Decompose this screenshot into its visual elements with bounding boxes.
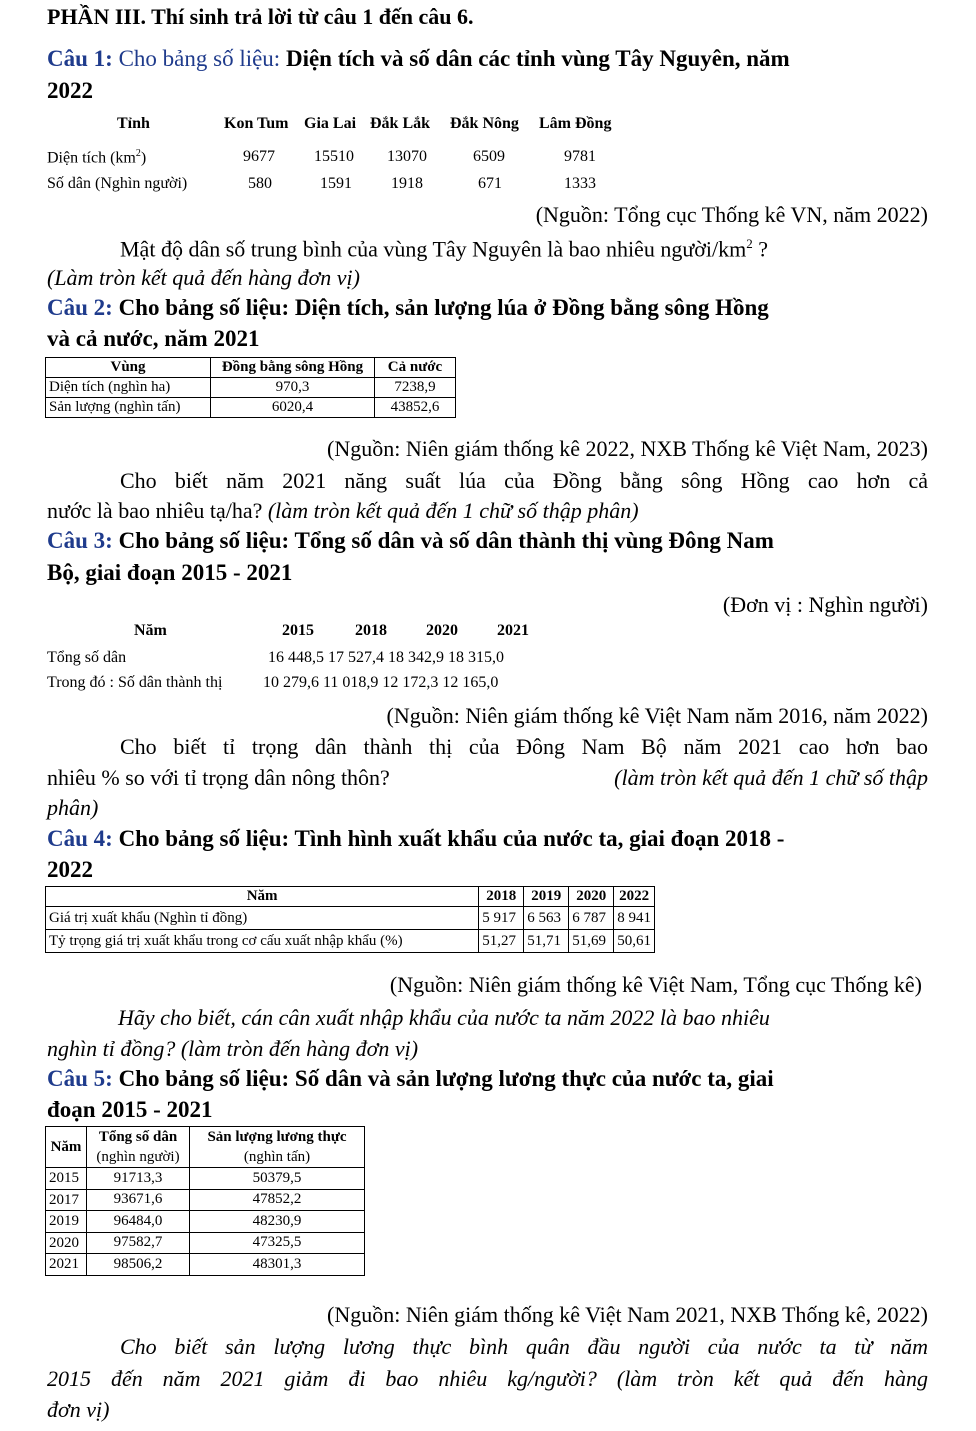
q4-title-line2: 2022 xyxy=(47,857,93,882)
q4-cell: 51,69 xyxy=(569,930,614,953)
q3-question-line2: nhiêu % so với tỉ trọng dân nông thôn? (làm tròn kết quả đến 1 chữ số thập xyxy=(47,765,928,790)
q1-source: (Nguồn: Tổng cục Thống kê VN, năm 2022) xyxy=(535,202,928,227)
q5-question-line1: Cho biết sản lượng lương thực bình quân đầu người của nước ta từ năm xyxy=(120,1334,928,1359)
q1-intro: Cho bảng số liệu: xyxy=(118,46,281,71)
q1-province: Kon Tum xyxy=(224,115,289,132)
q3-heading xyxy=(47,528,774,554)
q3-year: 2021 xyxy=(497,622,529,639)
q5-cell: 2019 xyxy=(46,1211,87,1233)
q5-cell: 93671,6 xyxy=(87,1189,190,1211)
q1-cell: 671 xyxy=(478,175,502,192)
q3-row1-label: Tổng số dân xyxy=(47,649,127,666)
q5-cell: 2021 xyxy=(46,1254,87,1276)
q2-cell: 6020,4 xyxy=(211,398,375,418)
q4-cell: 5 917 xyxy=(479,907,524,930)
q5-cell: 48301,3 xyxy=(190,1254,365,1276)
q5-cell: 91713,3 xyxy=(87,1168,190,1190)
q3-note-line3: phân) xyxy=(47,795,99,820)
q2-cell: 43852,6 xyxy=(375,398,456,418)
q1-province: Đắk Nông xyxy=(450,115,519,132)
q3-source: (Nguồn: Niên giám thống kê Việt Nam năm 2016, năm 2022) xyxy=(386,703,928,728)
q4-cell: 8 941 xyxy=(614,907,655,930)
q3-note: (làm tròn kết quả đến 1 chữ số thập xyxy=(614,765,928,790)
q1-row1-label: Diện tích $(km^2)$ xyxy=(47,148,147,167)
q4-table xyxy=(45,886,655,953)
q5-header-year: Năm xyxy=(46,1127,87,1168)
q2-header: Vùng xyxy=(46,358,211,378)
q5-cell: 98506,2 xyxy=(87,1254,190,1276)
q4-cell: 6 787 xyxy=(569,907,614,930)
q1-title-line2: 2022 xyxy=(47,78,93,103)
q1-cell: 9677 xyxy=(243,148,275,165)
q3-title: Cho bảng số liệu: Tổng số dân và số dân thành thị vùng Đông Nam xyxy=(118,528,774,553)
q4-label: Câu 4: xyxy=(47,826,113,851)
q1-question: Mật độ dân số trung bình của vùng Tây Nguyên là bao nhiêu người/$km^2$ ? xyxy=(120,236,768,262)
q3-row2-label: Trong đó : Số dân thành thị xyxy=(47,674,223,691)
q2-cell: Sản lượng (nghìn tấn) xyxy=(46,398,211,418)
q1-cell: 1591 xyxy=(320,175,352,192)
q3-year: 2015 xyxy=(282,622,314,639)
q4-cell: Giá trị xuất khẩu (Nghìn tỉ đồng) xyxy=(46,907,479,930)
q1-province: Đắk Lắk xyxy=(370,115,431,132)
q4-cell: 51,71 xyxy=(524,930,569,953)
q2-source: (Nguồn: Niên giám thống kê 2022, NXB Thống kê Việt Nam, 2023) xyxy=(327,436,928,461)
q2-title-line2: và cả nước, năm 2021 xyxy=(47,326,260,351)
q2-question-line2: nước là bao nhiêu tạ/ha? (làm tròn kết quả đến 1 chữ số thập phân) xyxy=(47,498,639,523)
q5-cell: 50379,5 xyxy=(190,1168,365,1190)
q4-cell: 6 563 xyxy=(524,907,569,930)
q5-cell: 47325,5 xyxy=(190,1232,365,1254)
q5-header-pop: Tổng số dân (nghìn người) xyxy=(87,1127,190,1168)
q2-header: Đồng bằng sông Hồng xyxy=(211,358,375,378)
q2-heading xyxy=(47,295,769,321)
q1-note: (Làm tròn kết quả đến hàng đơn vị) xyxy=(47,265,360,290)
q1-header-label: Tỉnh xyxy=(117,115,150,132)
part-title: PHẦN III. Thí sinh trả lời từ câu 1 đến câu 6. xyxy=(47,4,474,29)
q3-label: Câu 3: xyxy=(47,528,113,553)
q1-province: Lâm Đồng xyxy=(539,115,612,132)
q5-cell: 2020 xyxy=(46,1232,87,1254)
q5-cell: 2015 xyxy=(46,1168,87,1190)
q3-year: 2018 xyxy=(355,622,387,639)
q1-province: Gia Lai xyxy=(304,115,357,132)
q4-header: 2022 xyxy=(614,887,655,907)
q2-cell: 7238,9 xyxy=(375,378,456,398)
q2-title: Cho bảng số liệu: Diện tích, sản lượng lúa ở Đồng bằng sông Hồng xyxy=(118,295,769,320)
q1-cell: 9781 xyxy=(564,148,596,165)
q1-label: Câu 1: xyxy=(47,46,113,71)
q2-label: Câu 2: xyxy=(47,295,113,320)
q2-note: (làm tròn kết quả đến 1 chữ số thập phân) xyxy=(267,498,639,523)
q4-cell: Tỷ trọng giá trị xuất khẩu trong cơ cấu xuất nhập khẩu (%) xyxy=(46,930,479,953)
q4-header: 2020 xyxy=(569,887,614,907)
q3-title-line2: Bộ, giai đoạn 2015 - 2021 xyxy=(47,560,293,585)
q4-header: 2018 xyxy=(479,887,524,907)
q5-label: Câu 5: xyxy=(47,1066,113,1091)
q2-question-line1: Cho biết năm 2021 năng suất lúa của Đồng bằng sông Hồng cao hơn cả xyxy=(120,468,928,493)
q5-cell: 48230,9 xyxy=(190,1211,365,1233)
q3-header-label: Năm xyxy=(134,622,167,639)
q3-row2-values: 10 279,6 11 018,9 12 172,3 12 165,0 xyxy=(263,674,499,691)
q3-unit: (Đơn vị : Nghìn người) xyxy=(722,592,928,617)
q5-cell: 47852,2 xyxy=(190,1189,365,1211)
q3-question-line1: Cho biết tỉ trọng dân thành thị của Đông Nam Bộ năm 2021 cao hơn bao xyxy=(120,734,928,759)
q5-cell: 96484,0 xyxy=(87,1211,190,1233)
q4-cell: 50,61 xyxy=(614,930,655,953)
q1-cell: 6509 xyxy=(473,148,505,165)
q1-row2-label: Số dân (Nghìn người) xyxy=(47,175,188,192)
q3-row1-values: 16 448,5 17 527,4 18 342,9 18 315,0 xyxy=(268,649,504,666)
q4-cell: 51,27 xyxy=(479,930,524,953)
q2-table xyxy=(45,357,456,418)
q5-title-line2: đoạn 2015 - 2021 xyxy=(47,1097,213,1122)
q1-cell: 580 xyxy=(248,175,272,192)
q5-question-line3: đơn vị) xyxy=(47,1397,110,1422)
q5-title: Cho bảng số liệu: Số dân và sản lượng lương thực của nước ta, giai xyxy=(118,1066,774,1091)
q5-table xyxy=(45,1126,365,1276)
q5-question-line2: 2015 đến năm 2021 giảm đi bao nhiêu kg/người? (làm tròn kết quả đến hàng xyxy=(47,1366,928,1391)
q2-cell: 970,3 xyxy=(211,378,375,398)
q4-heading xyxy=(47,826,784,852)
q4-source: (Nguồn: Niên giám thống kê Việt Nam, Tổng cục Thống kê) xyxy=(389,972,922,997)
q4-title: Cho bảng số liệu: Tình hình xuất khẩu của nước ta, giai đoạn 2018 - xyxy=(118,826,785,851)
q1-title: Diện tích và số dân các tỉnh vùng Tây Nguyên, năm xyxy=(285,46,790,71)
q1-cell: 15510 xyxy=(314,148,354,165)
q1-heading xyxy=(47,46,790,72)
q5-cell: 97582,7 xyxy=(87,1232,190,1254)
q5-heading xyxy=(47,1066,774,1092)
q4-header: 2019 xyxy=(524,887,569,907)
q3-year: 2020 xyxy=(426,622,458,639)
q1-cell: 1333 xyxy=(564,175,596,192)
q5-source: (Nguồn: Niên giám thống kê Việt Nam 2021, NXB Thống kê, 2022) xyxy=(327,1302,928,1327)
q1-cell: 1918 xyxy=(391,175,423,192)
q4-header: Năm xyxy=(46,887,479,907)
q2-header: Cả nước xyxy=(375,358,456,378)
q4-question-line1: Hãy cho biết, cán cân xuất nhập khẩu của nước ta năm 2022 là bao nhiêu xyxy=(118,1005,770,1030)
q4-question-line2: nghìn tỉ đồng? (làm tròn đến hàng đơn vị) xyxy=(47,1036,419,1061)
q5-header-food: Sản lượng lương thực (nghìn tấn) xyxy=(190,1127,365,1168)
q5-cell: 2017 xyxy=(46,1189,87,1211)
q2-cell: Diện tích (nghìn ha) xyxy=(46,378,211,398)
q1-cell: 13070 xyxy=(387,148,427,165)
